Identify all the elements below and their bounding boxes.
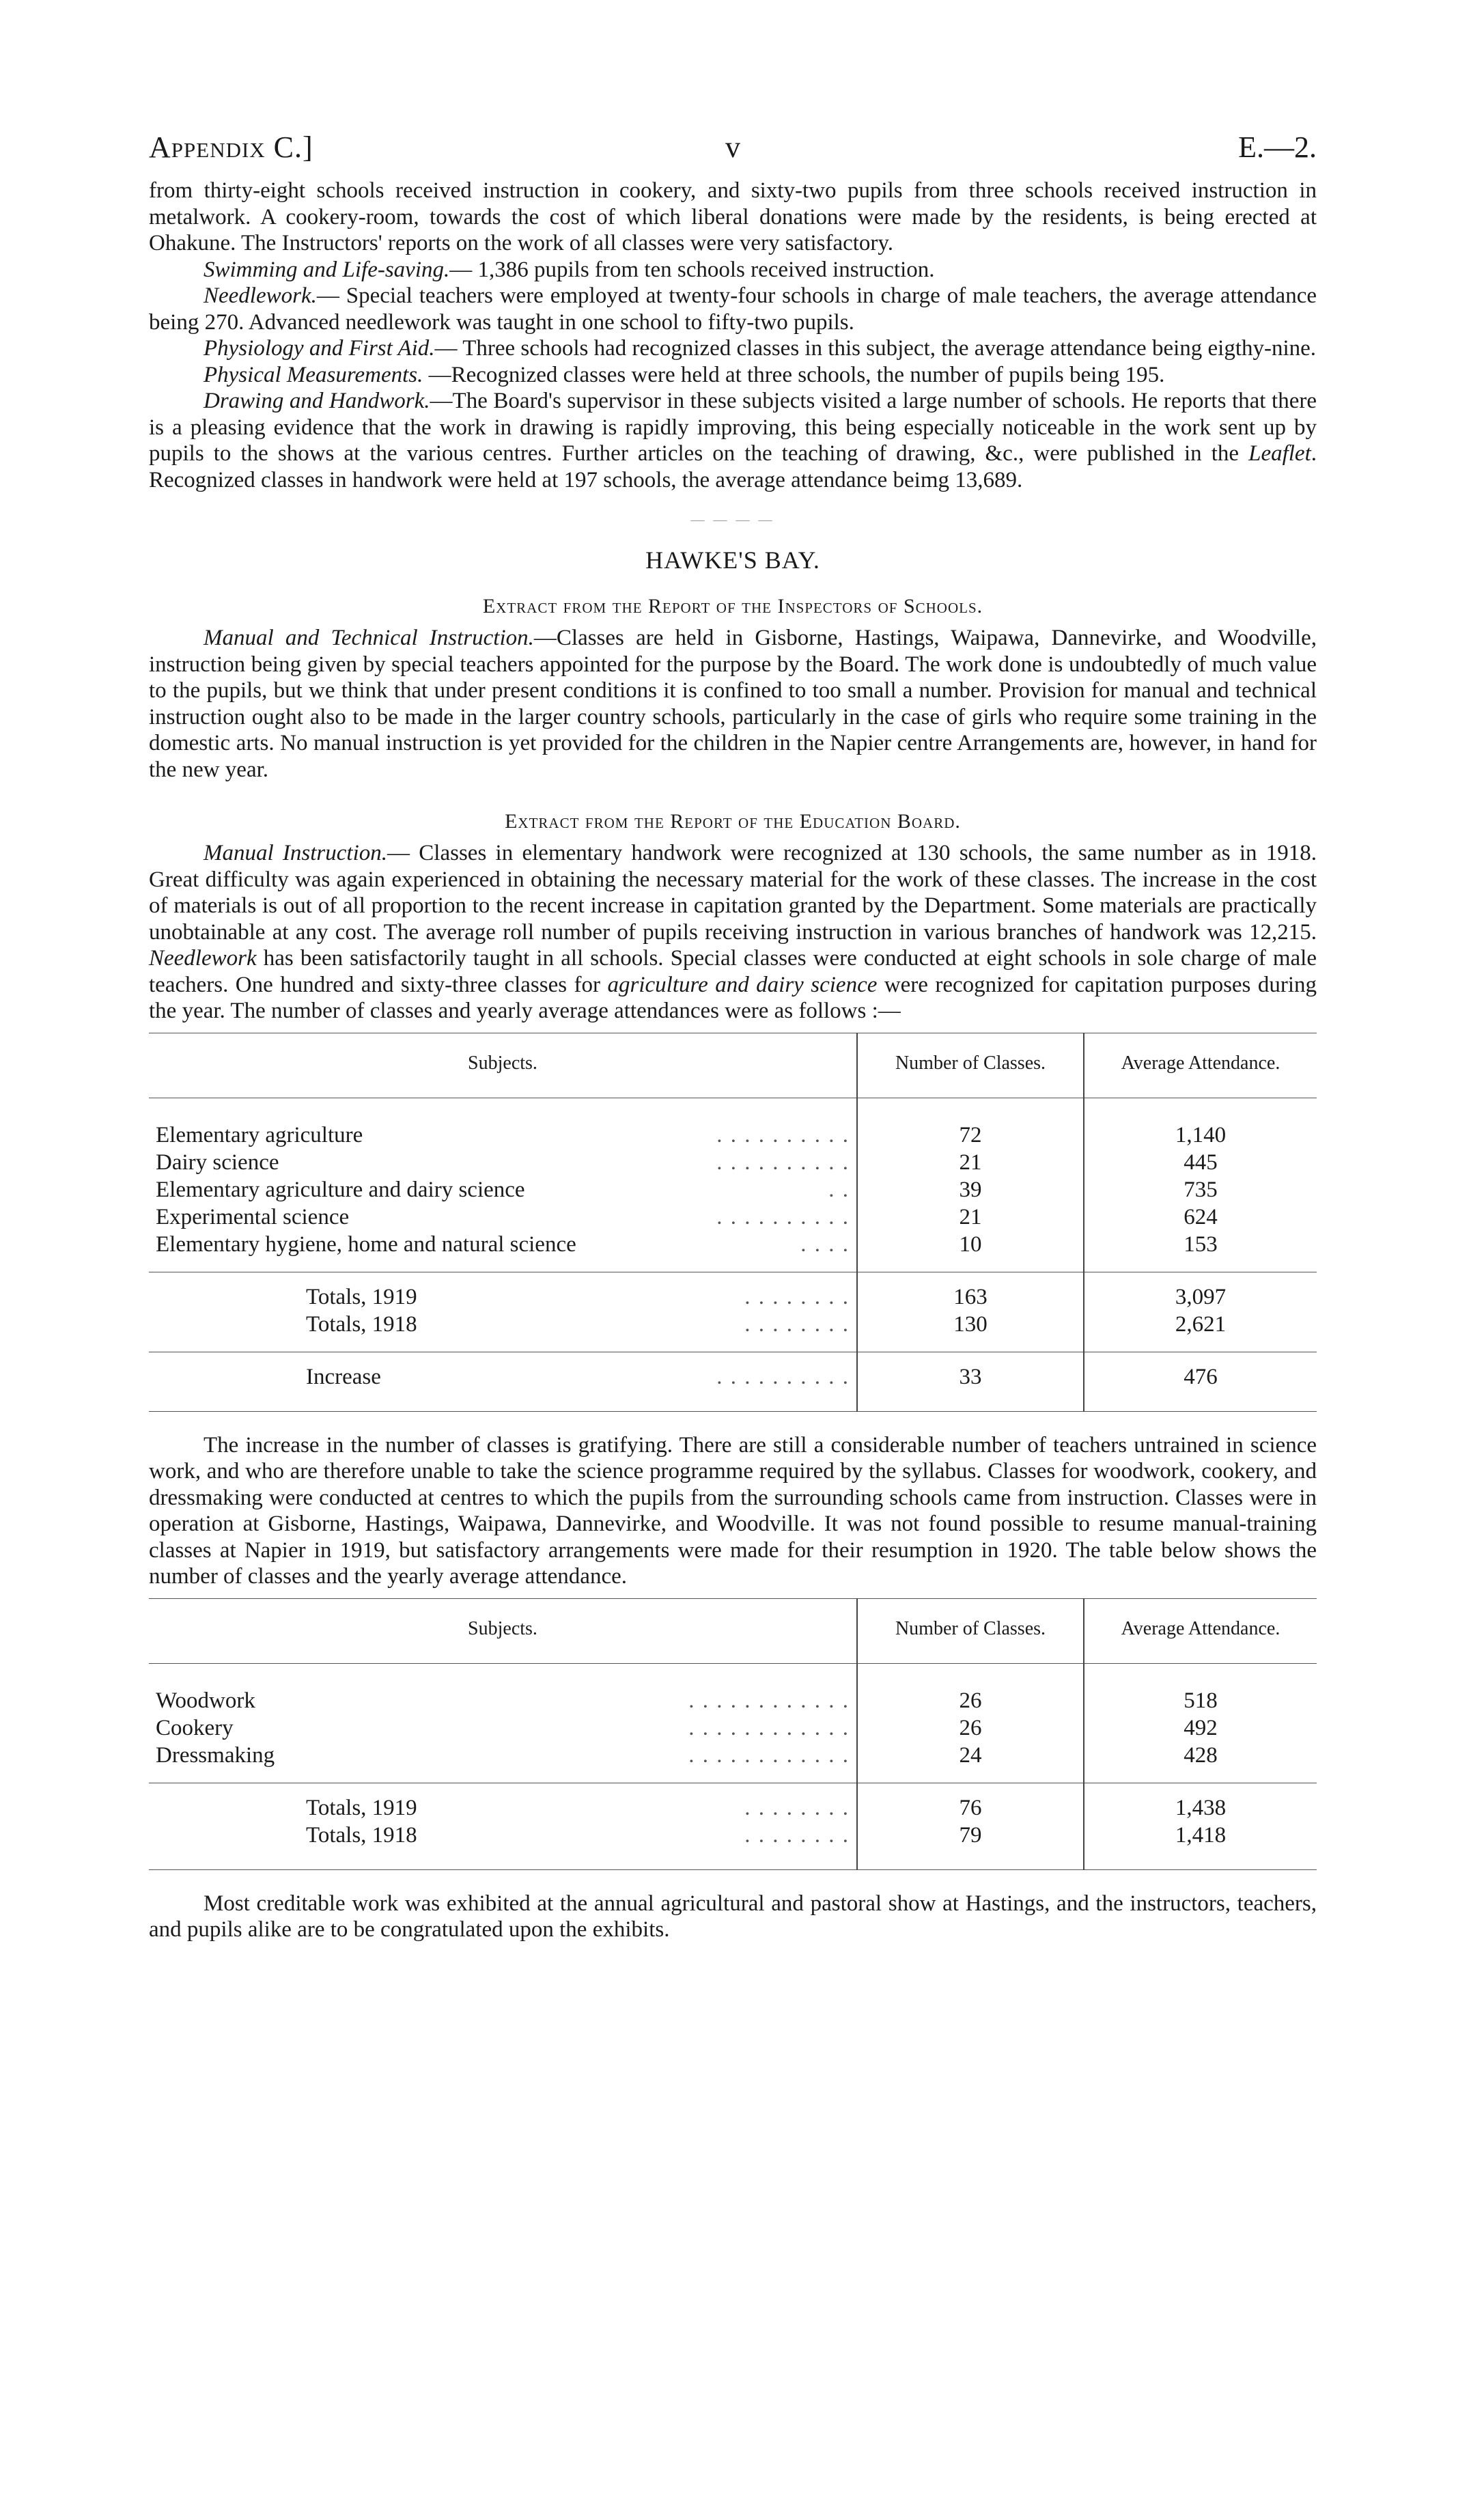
manual-text-1: — Classes in elementary handwork were recognized at 130 schools, the same number as in 1918. Great difficulty was again experienced in obtaining the necessary material for the work of these classes. The increase in the cost of materials is out of all proportion to the recent increase in capitation granted by the Department. Some materials are practically unobtainable at any cost. The average roll number of pupils receiving instruction in various branches of handwork was 12,215. (149, 841, 1317, 945)
totals-label: Totals, 1918 (306, 1822, 417, 1848)
header-subjects: Subjects. (149, 1033, 857, 1098)
manual-technical-heading: Manual and Technical Instruction. (204, 626, 534, 650)
table-row (149, 1203, 1317, 1231)
leader-dots: . . . . . . . . (744, 1795, 850, 1820)
totals-row (149, 1311, 1317, 1352)
physiology-text: — Three schools had recognized classes in this subject, the average attendance being eigthy-nine. (434, 336, 1317, 361)
row-subject: Elementary agriculture and dairy science (156, 1177, 525, 1202)
row-subject: Dressmaking (156, 1742, 275, 1768)
manual-instruction-paragraph (149, 840, 1317, 1025)
leader-dots: . . . . (800, 1231, 850, 1257)
physical-heading: Physical Measurements. (204, 362, 423, 387)
centre-classes-table (149, 1598, 1317, 1870)
board-heading: Extract from the Report of the Education Board. (505, 810, 961, 833)
table-row (149, 1176, 1317, 1203)
manual-technical-paragraph (149, 625, 1317, 783)
totals-classes: 163 (857, 1272, 1084, 1311)
header-reference: E.—2. (1238, 130, 1317, 164)
totals-label: Totals, 1919 (306, 1284, 417, 1309)
row-attendance: 492 (1084, 1714, 1317, 1742)
drawing-text: —The Board's supervisor in these subjects visited a large number of schools. He reports that there is a pleasing evidence that the work in drawing is rapidly improving, this being especially noticeable in the work sent up by pupils to the shows at the various centres. Further articles on the teaching of drawing, &c., were published in the (149, 389, 1317, 466)
drawing-tail: . Recognized classes in handwork were held at 197 schools, the average attendance beimg 13,689. (149, 441, 1317, 492)
totals-classes: 79 (857, 1822, 1084, 1870)
row-subject: Cookery (156, 1715, 234, 1740)
increase-attendance: 476 (1084, 1352, 1317, 1411)
swimming-heading: Swimming and Life-saving. (204, 257, 450, 282)
header-appendix: Appendix C.] (149, 130, 313, 164)
totals-classes: 130 (857, 1311, 1084, 1352)
leader-dots: . . . . . . . . . . . . (688, 1715, 850, 1740)
table-row (149, 1714, 1317, 1742)
header-attendance: Average Attendance. (1084, 1033, 1317, 1098)
row-subject: Woodwork (156, 1688, 255, 1713)
totals-classes: 76 (857, 1783, 1084, 1822)
leader-dots: . . . . . . . . (744, 1284, 850, 1309)
physical-text: —Recognized classes were held at three schools, the number of pupils being 195. (423, 362, 1165, 387)
needlework-inline: Needlework (149, 946, 257, 971)
manual-instruction-heading: Manual Instruction. (204, 841, 388, 865)
totals-attendance: 1,438 (1084, 1783, 1317, 1822)
increase-row (149, 1352, 1317, 1411)
needlework-heading: Needlework. (204, 283, 317, 308)
leader-dots: . . . . . . . . . . (716, 1122, 850, 1147)
row-classes: 26 (857, 1714, 1084, 1742)
page (149, 130, 1317, 1943)
section-separator: — — — — (690, 512, 775, 527)
table-row (149, 1231, 1317, 1272)
header-attendance: Average Attendance. (1084, 1598, 1317, 1663)
header-subjects: Subjects. (149, 1598, 857, 1663)
swimming-paragraph (149, 257, 1317, 283)
totals-label: Totals, 1919 (306, 1795, 417, 1820)
header-page-number: v (725, 130, 740, 164)
totals-attendance: 2,621 (1084, 1311, 1317, 1352)
science-classes-table (149, 1033, 1317, 1412)
row-attendance: 445 (1084, 1149, 1317, 1176)
needlework-text: — Special teachers were employed at twenty-four schools in charge of male teachers, the average attendance being 270. Advanced needlework was taught in one school to fifty-two pupils. (149, 283, 1317, 335)
leader-dots: . . . . . . . . . . (716, 1150, 850, 1175)
manual-technical-text: —Classes are held in Gisborne, Hastings, Waipawa, Dannevirke, and Woodville, instruction being given by special teachers appointed for the purpose by the Board. The work done is undoubtedly of much value to the pupils, but we think that under present conditions it is confined to too small a number. Provision for manual and technical instruction ought also to be made in the larger country schools, particularly in the case of girls who require some training in the domestic arts. No manual instruction is yet provided for the children in the Napier centre Arrangements are, however, in hand for the new year. (149, 626, 1317, 782)
table-row (149, 1149, 1317, 1176)
row-classes: 10 (857, 1231, 1084, 1272)
physiology-heading: Physiology and First Aid. (204, 336, 435, 361)
header-classes: Number of Classes. (857, 1598, 1084, 1663)
row-subject: Experimental science (156, 1204, 350, 1229)
leader-dots: . . . . . . . . . . (716, 1364, 850, 1389)
totals-attendance: 1,418 (1084, 1822, 1317, 1870)
totals-label: Totals, 1918 (306, 1311, 417, 1337)
section-title: HAWKE'S BAY. (645, 546, 820, 574)
increase-classes: 33 (857, 1352, 1084, 1411)
physiology-paragraph (149, 335, 1317, 362)
manual-text-2: has been satisfactorily taught in all schools. Special classes were conducted at eight schools in sole charge of male teachers. One hundred and sixty-three classes for (149, 946, 1317, 997)
row-attendance: 624 (1084, 1203, 1317, 1231)
needlework-paragraph (149, 283, 1317, 335)
leader-dots: . . . . . . . . (744, 1822, 850, 1848)
table-row (149, 1663, 1317, 1714)
leaflet-title: Leaflet (1248, 441, 1311, 466)
leader-dots: . . . . . . . . (744, 1311, 850, 1337)
row-attendance: 428 (1084, 1742, 1317, 1783)
totals-row (149, 1783, 1317, 1822)
row-classes: 26 (857, 1663, 1084, 1714)
totals-attendance: 3,097 (1084, 1272, 1317, 1311)
row-subject: Elementary agriculture (156, 1122, 363, 1147)
row-classes: 72 (857, 1098, 1084, 1149)
swimming-text: — 1,386 pupils from ten schools received instruction. (449, 257, 935, 282)
physical-paragraph (149, 362, 1317, 389)
header-classes: Number of Classes. (857, 1033, 1084, 1098)
row-classes: 21 (857, 1149, 1084, 1176)
leader-dots: . . . . . . . . . . . . (688, 1742, 850, 1768)
row-attendance: 735 (1084, 1176, 1317, 1203)
row-classes: 24 (857, 1742, 1084, 1783)
table-header-row (149, 1598, 1317, 1663)
row-classes: 39 (857, 1176, 1084, 1203)
row-classes: 21 (857, 1203, 1084, 1231)
drawing-heading: Drawing and Handwork. (204, 389, 430, 413)
increase-label: Increase (306, 1364, 381, 1389)
row-attendance: 1,140 (1084, 1098, 1317, 1149)
agriculture-inline: agriculture and dairy science (607, 972, 878, 997)
leader-dots: . . . . . . . . . . (716, 1204, 850, 1229)
running-header (149, 130, 1317, 178)
inspectors-heading: Extract from the Report of the Inspectors of Schools. (482, 595, 983, 617)
table-row (149, 1742, 1317, 1783)
row-attendance: 518 (1084, 1663, 1317, 1714)
row-subject: Dairy science (156, 1150, 279, 1175)
leader-dots: . . . . . . . . . . . . (688, 1688, 850, 1713)
intro-paragraph: from thirty-eight schools received instruction in cookery, and sixty-two pupils from three schools received instruction in metalwork. A cookery-room, towards the cost of which liberal donations were made by the residents, is being erected at Ohakune. The Instructors' reports on the work of all classes were very satisfactory. (149, 178, 1317, 255)
leader-dots: . . (828, 1177, 850, 1202)
manual-text-3: were recognized for capitation purposes during the year. The number of classes and yearly average attendances were as follows :— (149, 972, 1317, 1023)
centres-paragraph: The increase in the number of classes is gratifying. There are still a considerable number of teachers untrained in science work, and who are therefore unable to take the science programme required by the syllabus. Classes for woodwork, cookery, and dressmaking were conducted at centres to which the pupils from the surrounding schools came from instruction. Classes were in operation at Gisborne, Hastings, Waipawa, Dannevirke, and Woodville. It was not found possible to resume manual-training classes at Napier in 1919, but satisfactory arrangements were made for their resumption in 1920. The table below shows the number of classes and the yearly average attendance. (149, 1432, 1317, 1589)
table-header-row (149, 1033, 1317, 1098)
closing-paragraph: Most creditable work was exhibited at the annual agricultural and pastoral show at Hastings, and the instructors, teachers, and pupils alike are to be congratulated upon the exhibits. (149, 1891, 1317, 1942)
row-subject: Elementary hygiene, home and natural science (156, 1231, 576, 1257)
drawing-paragraph (149, 388, 1317, 493)
totals-row (149, 1822, 1317, 1870)
row-attendance: 153 (1084, 1231, 1317, 1272)
table-row (149, 1098, 1317, 1149)
totals-row (149, 1272, 1317, 1311)
